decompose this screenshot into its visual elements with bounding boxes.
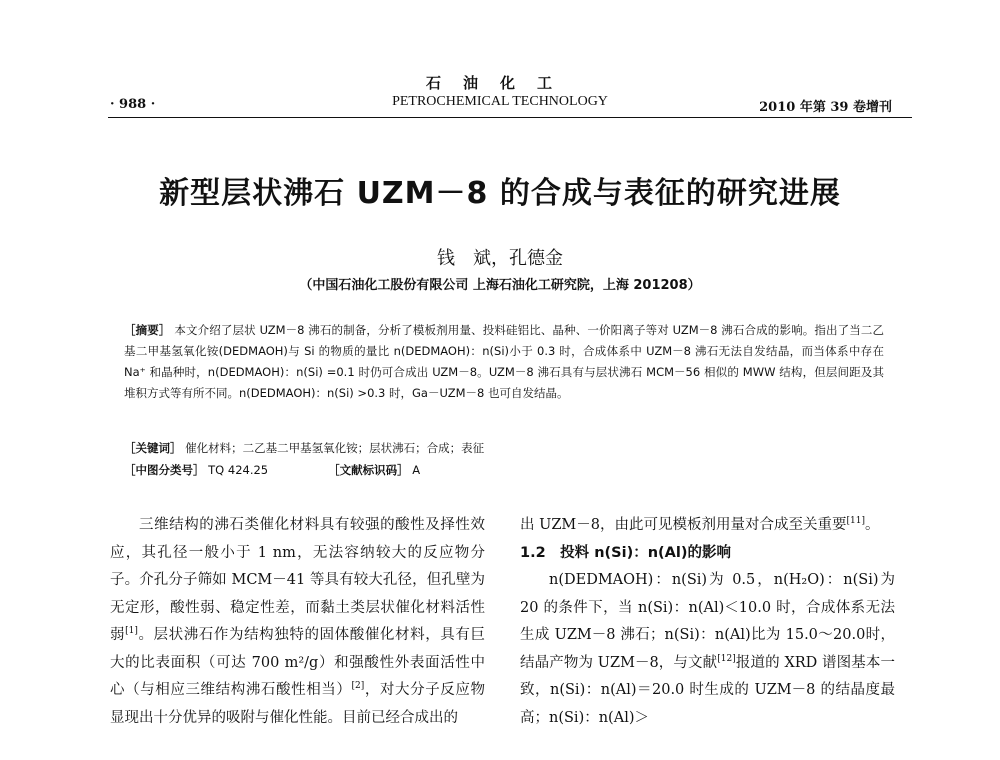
body-paragraph	[520, 567, 895, 732]
doc-code: A	[412, 463, 421, 477]
citation[interactable]: [2]	[351, 681, 365, 692]
header-rule	[108, 117, 912, 118]
abstract-block	[124, 320, 884, 404]
body-column-right	[520, 512, 895, 732]
body-column-left	[110, 512, 485, 732]
article-title: 新型层状沸石 UZM－8 的合成与表征的研究进展	[159, 176, 841, 211]
doc-code-label: ［文献标识码］	[328, 463, 409, 477]
page-number: · 988 ·	[110, 97, 156, 112]
class-label: ［中图分类号］	[124, 463, 205, 477]
keywords-label: ［关键词］	[124, 441, 182, 455]
citation[interactable]: [11]	[846, 516, 865, 527]
section-heading: 1.2 投料 n(Si)：n(Al)的影响	[520, 544, 731, 561]
journal-name-cn: 石油化工	[425, 74, 574, 92]
affiliation: （中国石油化工股份有限公司 上海石油化工研究院，上海 201208）	[299, 278, 701, 293]
citation[interactable]: [1]	[125, 626, 138, 637]
abstract-text: 本文介绍了层状 UZM－8 沸石的制备，分析了模板剂用量、投料硅铝比、晶种、一价阳离子等对 UZM－8 沸石合成的影响。指出了当二乙基二甲基氢氧化铵(DEDMAOH)与 Si 的物质的量比 n(DEDMAOH)：n(Si)小于 0.3 时，合成体系中 UZM－8 沸石无法自发结晶，而当体系中存在 Na⁺ 和晶种时，n(DEDMAOH)：n(Si) =0.1 时仍可合成出 UZM－8。UZM－8 沸石具有与层状沸石 MCM－56 相似的 MWW 结构，但层间距及其堆积方式等有所不同。n(DEDMAOH)：n(Si) >0.3 时，Ga－UZM－8 也可自发结晶。	[124, 323, 885, 400]
keywords: 催化材料；二乙基二甲基氢氧化铵；层状沸石；合成；表征	[185, 441, 485, 455]
body-text: 报道的 XRD 谱图基本一致，n(Si)：n(Al)＝20.0 时生成的 UZM－8 的结晶度最高；n(Si)：n(Al)＞	[520, 654, 895, 726]
citation[interactable]: [12]	[717, 653, 736, 664]
classification-line	[124, 462, 884, 478]
body-paragraph	[520, 512, 895, 540]
keywords-line	[124, 440, 884, 456]
issue-info: 2010 年第 39 卷增刊	[759, 100, 892, 115]
authors: 钱 斌，孔德金	[437, 248, 563, 269]
body-paragraph	[110, 512, 485, 732]
body-text: 。层状沸石作为结构独特的固体酸催化材料，具有巨大的比表面积（可达 700 m²/g）和强酸性外表面活性中心（与相应三维结构沸石酸性相当）	[110, 627, 485, 698]
body-text: 三维结构的沸石类催化材料具有较强的酸性及择性效应，其孔径一般小于 1 nm，无法容纳较大的反应物分子。介孔分子筛如 MCM－41 等具有较大孔径，但孔壁为无定形，酸性弱、稳定性差，而黏土类层状催化材料活性弱	[110, 517, 485, 643]
body-text: 。	[864, 517, 880, 533]
body-text: n(DEDMAOH)：n(Si)为 0.5，n(H₂O)：n(Si)为 20 的条件下，当 n(Si)：n(Al)＜10.0 时，合成体系无法生成 UZM－8 沸石；n(Si)：n(Al)比为 15.0～20.0时，结晶产物为 UZM－8，与文献	[520, 572, 895, 671]
class-number: TQ 424.25	[208, 463, 269, 477]
body-text: ，对大分子反应物显现出十分优异的吸附与催化性能。目前已经合成出的	[110, 682, 485, 726]
journal-name-en: PETROCHEMICAL TECHNOLOGY	[392, 94, 608, 109]
abstract-paragraph	[124, 320, 884, 404]
body-text: 出 UZM－8，由此可见模板剂用量对合成至关重要	[520, 517, 847, 533]
abstract-label: ［摘要］	[124, 323, 171, 337]
